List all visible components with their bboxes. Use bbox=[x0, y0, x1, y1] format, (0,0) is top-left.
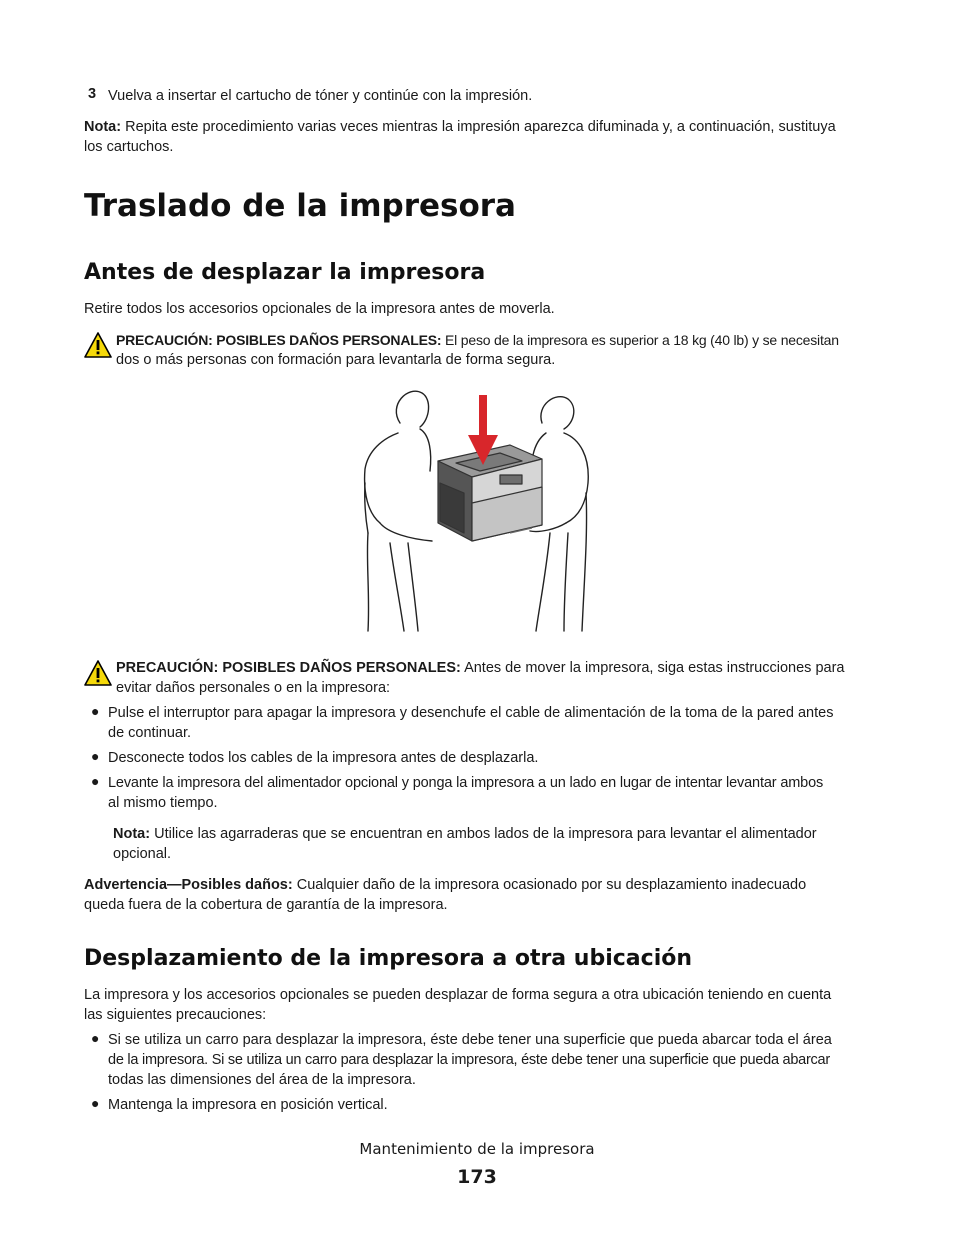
bullet-dot: ● bbox=[91, 1030, 100, 1046]
list-item: Desconecte todos los cables de la impresora antes de desplazarla. bbox=[108, 750, 539, 766]
subsection-2-intro-line-2: las siguientes precauciones: bbox=[84, 1007, 267, 1023]
subsection-2-intro-line-1: La impresora y los accesorios opcionales se pueden desplazar de forma segura a otra ubicación teniendo en cuenta bbox=[84, 987, 832, 1003]
bullet-dot: ● bbox=[91, 1095, 100, 1111]
warning-line-2: queda fuera de la cobertura de garantía de la impresora. bbox=[84, 897, 448, 913]
note-1-line-2: los cartuchos. bbox=[84, 139, 174, 155]
list-item-continued: de continuar. bbox=[108, 725, 192, 741]
warning-triangle-icon bbox=[84, 331, 112, 359]
caution-1-line-2: dos o más personas con formación para levantarla de forma segura. bbox=[116, 352, 556, 368]
subsection-title-before-moving: Antes de desplazar la impresora bbox=[84, 260, 486, 285]
caution-label: PRECAUCIÓN: POSIBLES DAÑOS PERSONALES: bbox=[116, 660, 461, 676]
list-item: Mantenga la impresora en posición vertical. bbox=[108, 1097, 388, 1113]
list-item: Levante la impresora del alimentador opcional y ponga la impresora a un lado en lugar de intentar levantar ambos bbox=[108, 775, 824, 791]
warning-line-1 bbox=[84, 875, 806, 895]
note-label: Nota: bbox=[84, 119, 122, 135]
caution-1-text: El peso de la impresora es superior a 18 kg (40 lb) y se necesitan bbox=[445, 332, 839, 348]
step-3-text: Vuelva a insertar el cartucho de tóner y continúe con la impresión. bbox=[108, 88, 533, 104]
page-number: 173 bbox=[457, 1166, 497, 1188]
note-label: Nota: bbox=[113, 826, 151, 842]
subsection-1-intro: Retire todos los accesorios opcionales de la impresora antes de moverla. bbox=[84, 301, 555, 317]
footer-chapter-title: Mantenimiento de la impresora bbox=[359, 1140, 595, 1158]
bullet-dot: ● bbox=[91, 748, 100, 764]
caution-2-line-1 bbox=[116, 658, 844, 678]
note-1-line-1 bbox=[84, 117, 836, 137]
two-people-lifting-printer-illustration bbox=[360, 383, 595, 635]
warning-triangle-icon bbox=[84, 659, 112, 687]
list-item-continued: todas las dimensiones del área de la impresora. bbox=[108, 1072, 416, 1088]
note-2-line-1 bbox=[113, 824, 817, 844]
caution-label: PRECAUCIÓN: POSIBLES DAÑOS PERSONALES: bbox=[116, 332, 442, 348]
note-2-text: Utilice las agarraderas que se encuentran en ambos lados de la impresora para levantar el alimentador bbox=[154, 826, 817, 842]
caution-2-line-2: evitar daños personales o en la impresora: bbox=[116, 680, 391, 696]
caution-2-text: Antes de mover la impresora, siga estas instrucciones para bbox=[464, 660, 845, 676]
list-item-continued: al mismo tiempo. bbox=[108, 795, 218, 811]
section-title: Traslado de la impresora bbox=[84, 188, 516, 224]
list-item: Si se utiliza un carro para desplazar la impresora, éste debe tener una superficie que pueda abarcar toda el área bbox=[108, 1032, 832, 1048]
caution-1-line-1 bbox=[116, 330, 839, 350]
note-2-line-2: opcional. bbox=[113, 846, 172, 862]
note-1-text: Repita este procedimiento varias veces mientras la impresión aparezca difuminada y, a continuación, sustituya bbox=[125, 119, 836, 135]
list-item-continued: de la impresora. Si se utiliza un carro para desplazar la impresora, éste debe tener una superficie que pueda abarcar bbox=[108, 1052, 830, 1068]
bullet-dot: ● bbox=[91, 703, 100, 719]
list-item: Pulse el interruptor para apagar la impresora y desenchufe el cable de alimentación de la toma de la pared antes bbox=[108, 705, 834, 721]
bullet-dot: ● bbox=[91, 773, 100, 789]
warning-text: Cualquier daño de la impresora ocasionado por su desplazamiento inadecuado bbox=[296, 877, 807, 893]
step-number: 3 bbox=[88, 86, 97, 102]
subsection-title-relocating: Desplazamiento de la impresora a otra ubicación bbox=[84, 946, 693, 971]
warning-label: Advertencia—Posibles daños: bbox=[84, 877, 293, 893]
